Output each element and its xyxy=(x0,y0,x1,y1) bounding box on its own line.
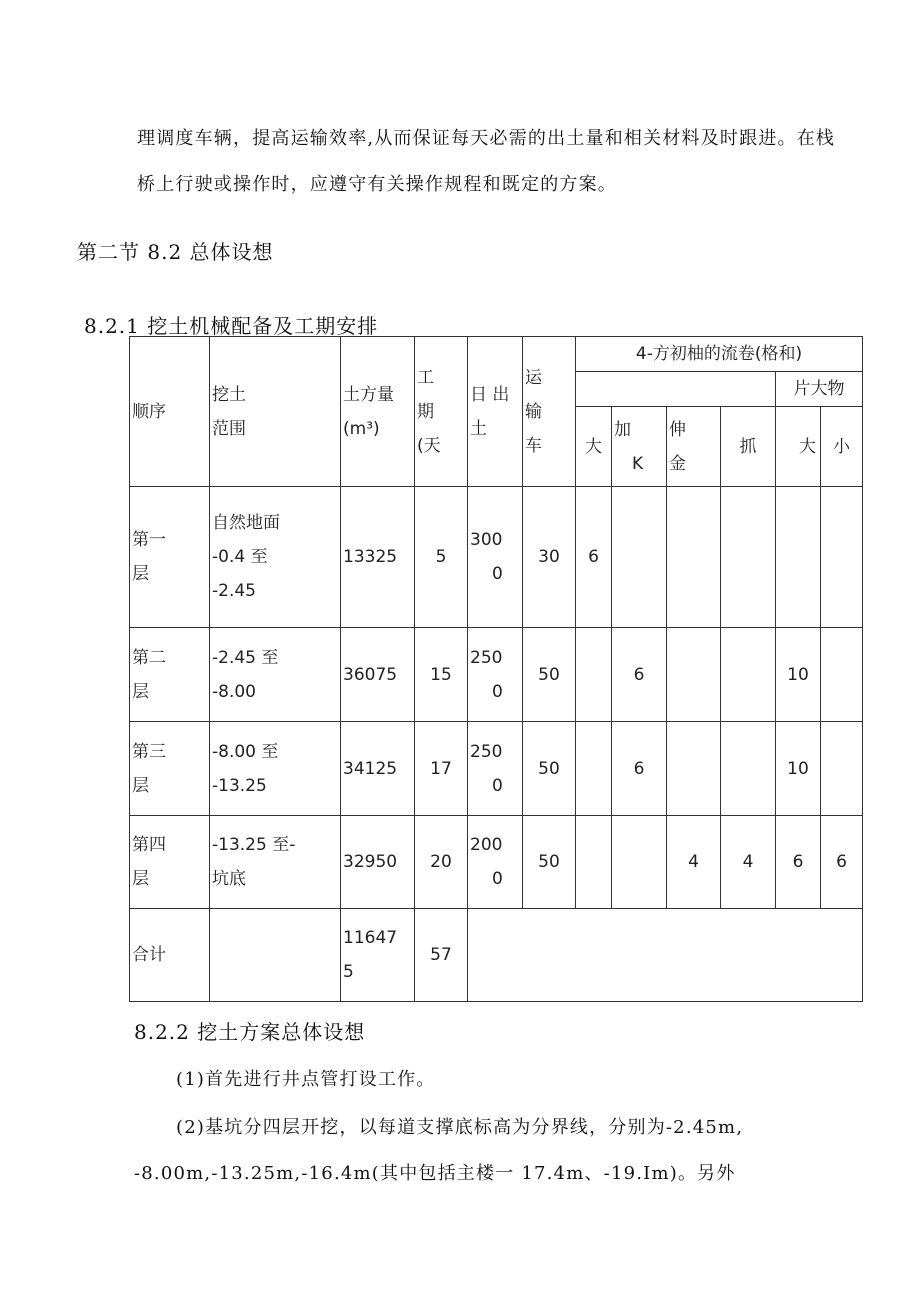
row3-m3 xyxy=(667,722,721,816)
header-blank-group xyxy=(576,372,776,407)
row3-trucks: 50 xyxy=(523,722,576,816)
excavation-schedule-table xyxy=(129,336,863,1002)
row4-m1 xyxy=(576,816,612,909)
row1-m3 xyxy=(667,487,721,628)
header-daily: 日 出 土 xyxy=(468,337,523,487)
row4-period: 20 xyxy=(415,816,468,909)
total-blank xyxy=(468,909,863,1002)
table-row xyxy=(130,628,863,722)
header-m6: 小 xyxy=(821,407,863,487)
row1-m5 xyxy=(776,487,821,628)
row2-order: 第二 层 xyxy=(130,628,210,722)
header-m2: 加 K xyxy=(612,407,667,487)
row2-m3 xyxy=(667,628,721,722)
row4-range: -13.25 至- 坑底 xyxy=(210,816,341,909)
row4-trucks: 50 xyxy=(523,816,576,909)
row2-m2: 6 xyxy=(612,628,667,722)
row4-volume: 32950 xyxy=(341,816,415,909)
row2-trucks: 50 xyxy=(523,628,576,722)
header-order: 顺序 xyxy=(130,337,210,487)
intro-line-1: 理调度车辆，提高运输效率,从而保证每天必需的出土量和相关材料及时跟进。在栈 xyxy=(137,128,836,149)
section-title: 第二节 8.2 总体设想 xyxy=(77,240,274,264)
row2-m4 xyxy=(721,628,776,722)
table-row xyxy=(130,487,863,628)
table-header-row-1 xyxy=(130,337,863,372)
row4-m5: 6 xyxy=(776,816,821,909)
item-2-continuation: -8.00m,-13.25m,-16.4m(其中包括主楼一 17.4m、-19.Im)。另外 xyxy=(134,1163,736,1184)
row3-daily: 250 0 xyxy=(468,722,523,816)
row3-volume: 34125 xyxy=(341,722,415,816)
row3-range: -8.00 至 -13.25 xyxy=(210,722,341,816)
row4-m4: 4 xyxy=(721,816,776,909)
row1-m4 xyxy=(721,487,776,628)
table-row xyxy=(130,722,863,816)
row1-trucks: 30 xyxy=(523,487,576,628)
total-period: 57 xyxy=(415,909,468,1002)
row1-m1: 6 xyxy=(576,487,612,628)
row4-order: 第四 层 xyxy=(130,816,210,909)
total-range xyxy=(210,909,341,1002)
row3-m5: 10 xyxy=(776,722,821,816)
row2-daily: 250 0 xyxy=(468,628,523,722)
row2-m1 xyxy=(576,628,612,722)
header-machines-group: 4-方初柚的流卷(格和) xyxy=(576,337,863,372)
row2-period: 15 xyxy=(415,628,468,722)
row3-m6 xyxy=(821,722,863,816)
item-2: (2)基坑分四层开挖，以每道支撑底标高为分界线，分别为-2.45m, xyxy=(176,1117,744,1138)
row2-m6 xyxy=(821,628,863,722)
row1-daily: 300 0 xyxy=(468,487,523,628)
row3-m2: 6 xyxy=(612,722,667,816)
row2-range: -2.45 至 -8.00 xyxy=(210,628,341,722)
total-label: 合计 xyxy=(130,909,210,1002)
header-m3: 伸 金 xyxy=(667,407,721,487)
row4-m6: 6 xyxy=(821,816,863,909)
subsection-8-2-2-title: 8.2.2 挖土方案总体设想 xyxy=(134,1020,366,1044)
row4-m2 xyxy=(612,816,667,909)
header-m1: 大 xyxy=(576,407,612,487)
row1-order: 第一 层 xyxy=(130,487,210,628)
header-trucks: 运 输 车 xyxy=(523,337,576,487)
row2-volume: 36075 xyxy=(341,628,415,722)
row3-m4 xyxy=(721,722,776,816)
header-period: 工 期 (天 xyxy=(415,337,468,487)
total-volume: 11647 5 xyxy=(341,909,415,1002)
row1-period: 5 xyxy=(415,487,468,628)
header-range: 挖土 范围 xyxy=(210,337,341,487)
item-1: (1)首先进行井点管打设工作。 xyxy=(176,1069,436,1090)
row3-order: 第三 层 xyxy=(130,722,210,816)
header-sub-group: 片大物 xyxy=(776,372,863,407)
intro-line-2: 桥上行驶或操作时，应遵守有关操作规程和既定的方案。 xyxy=(137,174,617,195)
row1-volume: 13325 xyxy=(341,487,415,628)
header-m5: 大 xyxy=(776,407,821,487)
row3-m1 xyxy=(576,722,612,816)
row4-m3: 4 xyxy=(667,816,721,909)
row1-m2 xyxy=(612,487,667,628)
table-row-total xyxy=(130,909,863,1002)
row1-m6 xyxy=(821,487,863,628)
row3-period: 17 xyxy=(415,722,468,816)
row2-m5: 10 xyxy=(776,628,821,722)
table-row xyxy=(130,816,863,909)
header-volume: 土方量 (m³) xyxy=(341,337,415,487)
row1-range: 自然地面 -0.4 至 -2.45 xyxy=(210,487,341,628)
row4-daily: 200 0 xyxy=(468,816,523,909)
header-m4: 抓 xyxy=(721,407,776,487)
subsection-8-2-1-title: 8.2.1 挖土机械配备及工期安排 xyxy=(84,314,379,338)
